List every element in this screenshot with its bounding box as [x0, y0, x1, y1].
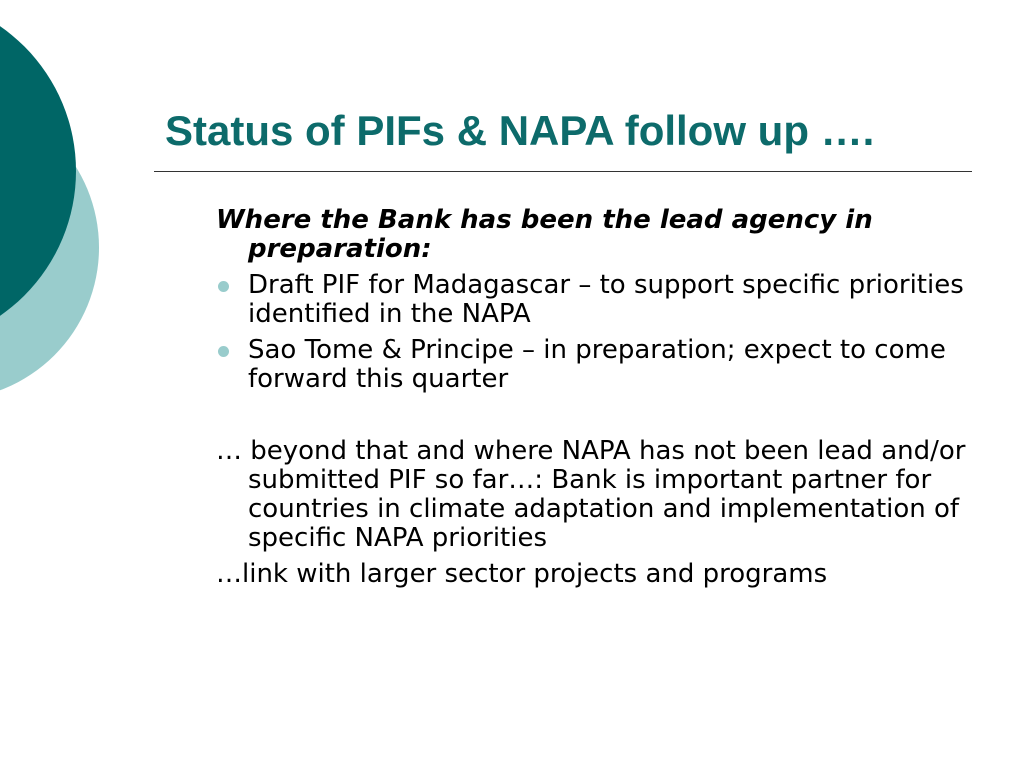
lead-heading: Where the Bank has been the lead agency in preparation: — [216, 205, 873, 264]
note-paragraph: … beyond that and where NAPA has not been lead and/or submitted PIF so far…: Bank is important partner for countries in climate adaptation and implementation of specific NAPA priorities — [216, 436, 966, 553]
slide-title: Status of PIFs & NAPA follow up …. — [165, 107, 875, 154]
bullet-text: Draft PIF for Madagascar – to support specific priorities identified in the NAPA — [248, 270, 964, 329]
bullet-dot-icon — [218, 281, 229, 292]
bullet-text: Sao Tome & Principe – in preparation; expect to come forward this quarter — [248, 335, 946, 394]
bullet-dot-icon — [218, 346, 229, 357]
bullet-item — [216, 336, 976, 394]
slide-body — [216, 206, 976, 589]
title-divider — [154, 171, 972, 172]
bullet-item — [216, 271, 976, 329]
note-paragraph: …link with larger sector projects and programs — [216, 559, 828, 589]
spacer — [216, 401, 976, 437]
